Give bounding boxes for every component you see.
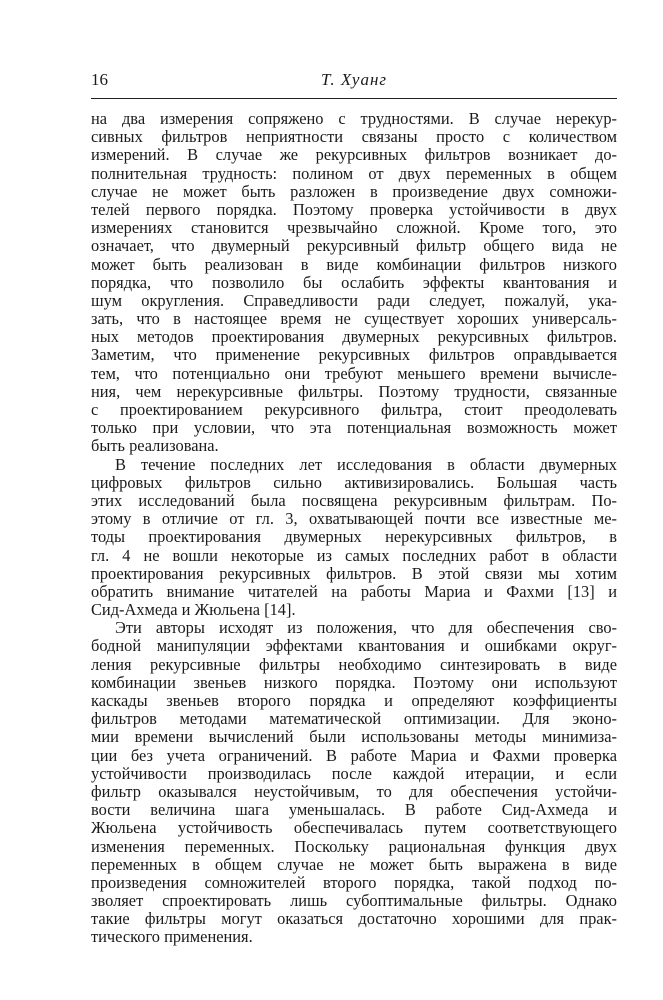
text-line: с проектированием рекурсивного фильтра, стоит преодолевать bbox=[91, 400, 617, 419]
text-line: тем, что потенциально они требуют меньшего времени вычисле- bbox=[91, 363, 617, 383]
text-line: такие фильтры могут оказаться достаточно хорошими для прак- bbox=[91, 909, 617, 929]
paragraph bbox=[91, 110, 617, 456]
text-line: шум округления. Справедливости ради следует, пожалуй, ука- bbox=[91, 290, 617, 310]
text-line: зать, что в настоящее время не существует хороших универсаль- bbox=[91, 309, 617, 329]
text-line: этому в отличие от гл. 3, охватывающей почти все известные ме- bbox=[91, 509, 617, 529]
text-line: на два измерения сопряжено с трудностями. В случае нерекур- bbox=[91, 109, 617, 128]
text-line: устойчивости производилась после каждой итерации, и если bbox=[91, 763, 617, 783]
text-line: ния, чем нерекурсивные фильтры. Поэтому трудности, связанные bbox=[91, 381, 617, 401]
text-line: телей первого порядка. Поэтому проверка устойчивости в двух bbox=[91, 199, 617, 219]
text-line: обратить внимание читателей на работы Мариа и Фахми [13] и bbox=[91, 581, 617, 601]
text-line: мии времени вычислений были использованы методы минимиза- bbox=[91, 727, 617, 747]
body-text bbox=[91, 110, 617, 947]
text-line: только при условии, что эта потенциальная возможность может bbox=[91, 418, 617, 438]
text-line: вости величина шага уменьшалась. В работе Сид-Ахмеда и bbox=[91, 800, 617, 820]
text-line: тоды проектирования двумерных нерекурсивных фильтров, в bbox=[91, 527, 617, 547]
text-line: тического применения. bbox=[91, 927, 253, 947]
text-line: сивных фильтров неприятности связаны просто с количеством bbox=[91, 127, 617, 147]
page-header bbox=[91, 70, 617, 94]
text-line: проектирования рекурсивных фильтров. В этой связи мы хотим bbox=[91, 563, 617, 583]
text-line: полнительная трудность: полином от двух переменных в общем bbox=[91, 163, 617, 183]
text-line: ции без учета ограничений. В работе Мариа и Фахми проверка bbox=[91, 745, 617, 765]
text-line: этих исследований была посвящена рекурсивным фильтрам. По- bbox=[91, 490, 617, 510]
text-line: порядка, что позволило бы ослабить эффекты квантования и bbox=[91, 272, 617, 292]
text-line: случае не может быть разложен в произведение двух сомножи- bbox=[91, 181, 617, 201]
text-line: фильтров методами математической оптимизации. Для эконо- bbox=[91, 709, 617, 729]
text-line: измерений. В случае же рекурсивных фильтров возникает до- bbox=[91, 145, 617, 165]
text-line: изменения переменных. Поскольку рациональная функция двух bbox=[91, 836, 617, 856]
text-line: произведения сомножителей второго порядка, такой подход по- bbox=[91, 872, 617, 892]
text-line: Эти авторы исходят из положения, что для обеспечения сво- bbox=[115, 618, 617, 638]
running-head: Т. Хуанг bbox=[320, 70, 388, 89]
text-line: бодной манипуляции эффектами квантования и ошибками округ- bbox=[91, 636, 617, 656]
text-line: каскады звеньев второго порядка и определяют коэффициенты bbox=[91, 691, 617, 710]
text-line: Сид-Ахмеда и Жюльена [14]. bbox=[91, 600, 296, 620]
text-line: ления рекурсивные фильтры необходимо синтезировать в виде bbox=[91, 654, 617, 674]
paragraph bbox=[91, 456, 617, 620]
text-line: означает, что двумерный рекурсивный фильтр общего вида не bbox=[91, 236, 617, 256]
text-line: переменных в общем случае не может быть выражена в виде bbox=[91, 854, 617, 874]
text-line: Заметим, что применение рекурсивных фильтров оправдывается bbox=[91, 345, 617, 365]
text-line: Жюльена устойчивость обеспечивалась путем соответствующего bbox=[91, 818, 617, 838]
text-line: комбинации звеньев низкого порядка. Поэтому они используют bbox=[91, 672, 617, 692]
text-line: ных методов проектирования двумерных рекурсивных фильтров. bbox=[91, 327, 617, 347]
text-line: гл. 4 не вошли некоторые из самых последних работ в области bbox=[91, 545, 617, 565]
text-line: цифровых фильтров сильно активизировались. Большая часть bbox=[91, 472, 617, 492]
text-line: фильтр оказывался неустойчивым, то для обеспечения устойчи- bbox=[91, 781, 617, 801]
paragraph bbox=[91, 619, 617, 946]
text-line: В течение последних лет исследования в области двумерных bbox=[115, 454, 617, 474]
page-number: 16 bbox=[91, 70, 108, 89]
text-line: измерениях становится чрезвычайно сложной. Кроме того, это bbox=[91, 218, 617, 238]
header-rule bbox=[91, 98, 617, 99]
text-line: быть реализована. bbox=[91, 436, 219, 456]
text-line: зволяет спроектировать лишь субоптимальные фильтры. Однако bbox=[91, 891, 617, 911]
text-line: может быть реализован в виде комбинации фильтров низкого bbox=[91, 254, 617, 274]
